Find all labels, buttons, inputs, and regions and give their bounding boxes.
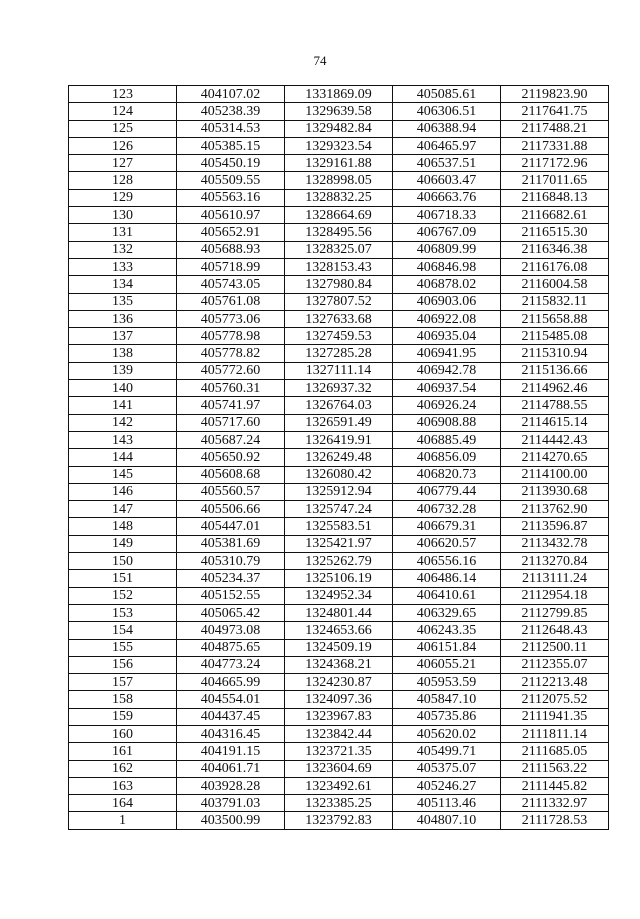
x-coordinate-cell: 405506.66 bbox=[177, 501, 285, 518]
y2-coordinate-cell: 2112213.48 bbox=[501, 674, 609, 691]
x-coordinate-cell: 404107.02 bbox=[177, 86, 285, 103]
point-number-cell: 162 bbox=[69, 760, 177, 777]
x2-coordinate-cell: 406603.47 bbox=[393, 172, 501, 189]
x-coordinate-cell: 405310.79 bbox=[177, 553, 285, 570]
y2-coordinate-cell: 2114615.14 bbox=[501, 414, 609, 431]
point-number-cell: 154 bbox=[69, 622, 177, 639]
x2-coordinate-cell: 405735.86 bbox=[393, 708, 501, 725]
x-coordinate-cell: 405717.60 bbox=[177, 414, 285, 431]
table-row bbox=[69, 310, 609, 327]
point-number-cell: 157 bbox=[69, 674, 177, 691]
point-number-cell: 163 bbox=[69, 777, 177, 794]
point-number-cell: 138 bbox=[69, 345, 177, 362]
table-row bbox=[69, 189, 609, 206]
point-number-cell: 150 bbox=[69, 553, 177, 570]
table-row bbox=[69, 172, 609, 189]
y-coordinate-cell: 1325912.94 bbox=[285, 483, 393, 500]
table-row bbox=[69, 241, 609, 258]
point-number-cell: 146 bbox=[69, 483, 177, 500]
table-row bbox=[69, 674, 609, 691]
y2-coordinate-cell: 2116346.38 bbox=[501, 241, 609, 258]
x-coordinate-cell: 405509.55 bbox=[177, 172, 285, 189]
x2-coordinate-cell: 405953.59 bbox=[393, 674, 501, 691]
x2-coordinate-cell: 406055.21 bbox=[393, 656, 501, 673]
point-number-cell: 125 bbox=[69, 120, 177, 137]
y-coordinate-cell: 1326591.49 bbox=[285, 414, 393, 431]
y2-coordinate-cell: 2119823.90 bbox=[501, 86, 609, 103]
y2-coordinate-cell: 2114788.55 bbox=[501, 397, 609, 414]
table-row bbox=[69, 777, 609, 794]
y2-coordinate-cell: 2111941.35 bbox=[501, 708, 609, 725]
x2-coordinate-cell: 406922.08 bbox=[393, 310, 501, 327]
point-number-cell: 128 bbox=[69, 172, 177, 189]
point-number-cell: 127 bbox=[69, 155, 177, 172]
table-row bbox=[69, 708, 609, 725]
y-coordinate-cell: 1331869.09 bbox=[285, 86, 393, 103]
x-coordinate-cell: 404437.45 bbox=[177, 708, 285, 725]
y2-coordinate-cell: 2114962.46 bbox=[501, 380, 609, 397]
y2-coordinate-cell: 2113432.78 bbox=[501, 535, 609, 552]
x-coordinate-cell: 405778.82 bbox=[177, 345, 285, 362]
x-coordinate-cell: 405772.60 bbox=[177, 362, 285, 379]
x-coordinate-cell: 404316.45 bbox=[177, 725, 285, 742]
table-row bbox=[69, 483, 609, 500]
x2-coordinate-cell: 406809.99 bbox=[393, 241, 501, 258]
table-row bbox=[69, 795, 609, 812]
y-coordinate-cell: 1328664.69 bbox=[285, 207, 393, 224]
y-coordinate-cell: 1323967.83 bbox=[285, 708, 393, 725]
table-row bbox=[69, 622, 609, 639]
y-coordinate-cell: 1328495.56 bbox=[285, 224, 393, 241]
y2-coordinate-cell: 2115310.94 bbox=[501, 345, 609, 362]
point-number-cell: 152 bbox=[69, 587, 177, 604]
point-number-cell: 159 bbox=[69, 708, 177, 725]
y2-coordinate-cell: 2113596.87 bbox=[501, 518, 609, 535]
y-coordinate-cell: 1325583.51 bbox=[285, 518, 393, 535]
table-row bbox=[69, 639, 609, 656]
y2-coordinate-cell: 2113930.68 bbox=[501, 483, 609, 500]
x-coordinate-cell: 404191.15 bbox=[177, 743, 285, 760]
y-coordinate-cell: 1323604.69 bbox=[285, 760, 393, 777]
table-row bbox=[69, 535, 609, 552]
point-number-cell: 144 bbox=[69, 449, 177, 466]
y-coordinate-cell: 1329639.58 bbox=[285, 103, 393, 120]
y-coordinate-cell: 1324801.44 bbox=[285, 604, 393, 621]
x-coordinate-cell: 405773.06 bbox=[177, 310, 285, 327]
x-coordinate-cell: 405652.91 bbox=[177, 224, 285, 241]
y-coordinate-cell: 1327980.84 bbox=[285, 276, 393, 293]
x2-coordinate-cell: 406941.95 bbox=[393, 345, 501, 362]
y-coordinate-cell: 1325421.97 bbox=[285, 535, 393, 552]
y2-coordinate-cell: 2111445.82 bbox=[501, 777, 609, 794]
y-coordinate-cell: 1325262.79 bbox=[285, 553, 393, 570]
y2-coordinate-cell: 2115485.08 bbox=[501, 328, 609, 345]
y2-coordinate-cell: 2115136.66 bbox=[501, 362, 609, 379]
x2-coordinate-cell: 406856.09 bbox=[393, 449, 501, 466]
x2-coordinate-cell: 406679.31 bbox=[393, 518, 501, 535]
x2-coordinate-cell: 406820.73 bbox=[393, 466, 501, 483]
y2-coordinate-cell: 2114270.65 bbox=[501, 449, 609, 466]
x-coordinate-cell: 405718.99 bbox=[177, 258, 285, 275]
x2-coordinate-cell: 406926.24 bbox=[393, 397, 501, 414]
table-row bbox=[69, 743, 609, 760]
table-row bbox=[69, 725, 609, 742]
table-row bbox=[69, 276, 609, 293]
y2-coordinate-cell: 2112075.52 bbox=[501, 691, 609, 708]
x2-coordinate-cell: 406243.35 bbox=[393, 622, 501, 639]
x2-coordinate-cell: 406486.14 bbox=[393, 570, 501, 587]
y2-coordinate-cell: 2111332.97 bbox=[501, 795, 609, 812]
x2-coordinate-cell: 406908.88 bbox=[393, 414, 501, 431]
table-row bbox=[69, 466, 609, 483]
point-number-cell: 1 bbox=[69, 812, 177, 829]
table-row bbox=[69, 224, 609, 241]
table-row bbox=[69, 120, 609, 137]
x-coordinate-cell: 405743.05 bbox=[177, 276, 285, 293]
x2-coordinate-cell: 406663.76 bbox=[393, 189, 501, 206]
point-number-cell: 160 bbox=[69, 725, 177, 742]
x-coordinate-cell: 405650.92 bbox=[177, 449, 285, 466]
point-number-cell: 155 bbox=[69, 639, 177, 656]
point-number-cell: 143 bbox=[69, 431, 177, 448]
x2-coordinate-cell: 406903.06 bbox=[393, 293, 501, 310]
table-row bbox=[69, 604, 609, 621]
x-coordinate-cell: 405450.19 bbox=[177, 155, 285, 172]
point-number-cell: 145 bbox=[69, 466, 177, 483]
y-coordinate-cell: 1326764.03 bbox=[285, 397, 393, 414]
table-row bbox=[69, 103, 609, 120]
table-row bbox=[69, 501, 609, 518]
y2-coordinate-cell: 2113762.90 bbox=[501, 501, 609, 518]
x2-coordinate-cell: 405085.61 bbox=[393, 86, 501, 103]
coordinates-table-body bbox=[69, 86, 609, 830]
point-number-cell: 139 bbox=[69, 362, 177, 379]
x2-coordinate-cell: 406885.49 bbox=[393, 431, 501, 448]
coordinates-table bbox=[68, 85, 609, 830]
y2-coordinate-cell: 2114442.43 bbox=[501, 431, 609, 448]
y-coordinate-cell: 1326937.32 bbox=[285, 380, 393, 397]
table-row bbox=[69, 397, 609, 414]
x-coordinate-cell: 405238.39 bbox=[177, 103, 285, 120]
point-number-cell: 130 bbox=[69, 207, 177, 224]
y-coordinate-cell: 1323792.83 bbox=[285, 812, 393, 829]
y2-coordinate-cell: 2116515.30 bbox=[501, 224, 609, 241]
point-number-cell: 129 bbox=[69, 189, 177, 206]
y-coordinate-cell: 1327807.52 bbox=[285, 293, 393, 310]
point-number-cell: 123 bbox=[69, 86, 177, 103]
y2-coordinate-cell: 2113111.24 bbox=[501, 570, 609, 587]
y2-coordinate-cell: 2111563.22 bbox=[501, 760, 609, 777]
y2-coordinate-cell: 2112648.43 bbox=[501, 622, 609, 639]
point-number-cell: 153 bbox=[69, 604, 177, 621]
y2-coordinate-cell: 2117011.65 bbox=[501, 172, 609, 189]
x2-coordinate-cell: 406942.78 bbox=[393, 362, 501, 379]
y-coordinate-cell: 1327111.14 bbox=[285, 362, 393, 379]
point-number-cell: 141 bbox=[69, 397, 177, 414]
point-number-cell: 164 bbox=[69, 795, 177, 812]
x2-coordinate-cell: 406846.98 bbox=[393, 258, 501, 275]
y-coordinate-cell: 1323385.25 bbox=[285, 795, 393, 812]
point-number-cell: 132 bbox=[69, 241, 177, 258]
y-coordinate-cell: 1328832.25 bbox=[285, 189, 393, 206]
y-coordinate-cell: 1323492.61 bbox=[285, 777, 393, 794]
y2-coordinate-cell: 2114100.00 bbox=[501, 466, 609, 483]
x-coordinate-cell: 404554.01 bbox=[177, 691, 285, 708]
point-number-cell: 136 bbox=[69, 310, 177, 327]
y-coordinate-cell: 1325106.19 bbox=[285, 570, 393, 587]
table-row bbox=[69, 414, 609, 431]
y2-coordinate-cell: 2116176.08 bbox=[501, 258, 609, 275]
x2-coordinate-cell: 405620.02 bbox=[393, 725, 501, 742]
y2-coordinate-cell: 2111811.14 bbox=[501, 725, 609, 742]
x2-coordinate-cell: 405499.71 bbox=[393, 743, 501, 760]
y2-coordinate-cell: 2112954.18 bbox=[501, 587, 609, 604]
y-coordinate-cell: 1326080.42 bbox=[285, 466, 393, 483]
y-coordinate-cell: 1327633.68 bbox=[285, 310, 393, 327]
y2-coordinate-cell: 2112355.07 bbox=[501, 656, 609, 673]
table-row bbox=[69, 293, 609, 310]
y2-coordinate-cell: 2117331.88 bbox=[501, 137, 609, 154]
x-coordinate-cell: 405687.24 bbox=[177, 431, 285, 448]
table-row bbox=[69, 691, 609, 708]
table-row bbox=[69, 812, 609, 829]
y-coordinate-cell: 1323842.44 bbox=[285, 725, 393, 742]
y-coordinate-cell: 1324653.66 bbox=[285, 622, 393, 639]
x2-coordinate-cell: 406767.09 bbox=[393, 224, 501, 241]
point-number-cell: 161 bbox=[69, 743, 177, 760]
x2-coordinate-cell: 406620.57 bbox=[393, 535, 501, 552]
y-coordinate-cell: 1326249.48 bbox=[285, 449, 393, 466]
y2-coordinate-cell: 2117488.21 bbox=[501, 120, 609, 137]
x2-coordinate-cell: 405375.07 bbox=[393, 760, 501, 777]
y-coordinate-cell: 1324097.36 bbox=[285, 691, 393, 708]
y2-coordinate-cell: 2111728.53 bbox=[501, 812, 609, 829]
y2-coordinate-cell: 2117172.96 bbox=[501, 155, 609, 172]
table-row bbox=[69, 362, 609, 379]
y-coordinate-cell: 1324230.87 bbox=[285, 674, 393, 691]
y-coordinate-cell: 1328998.05 bbox=[285, 172, 393, 189]
x-coordinate-cell: 405778.98 bbox=[177, 328, 285, 345]
x-coordinate-cell: 405610.97 bbox=[177, 207, 285, 224]
x-coordinate-cell: 404973.08 bbox=[177, 622, 285, 639]
point-number-cell: 148 bbox=[69, 518, 177, 535]
point-number-cell: 131 bbox=[69, 224, 177, 241]
table-row bbox=[69, 570, 609, 587]
point-number-cell: 151 bbox=[69, 570, 177, 587]
table-row bbox=[69, 518, 609, 535]
y-coordinate-cell: 1329161.88 bbox=[285, 155, 393, 172]
y-coordinate-cell: 1324509.19 bbox=[285, 639, 393, 656]
x-coordinate-cell: 405760.31 bbox=[177, 380, 285, 397]
x-coordinate-cell: 403928.28 bbox=[177, 777, 285, 794]
x2-coordinate-cell: 405246.27 bbox=[393, 777, 501, 794]
point-number-cell: 126 bbox=[69, 137, 177, 154]
x2-coordinate-cell: 406306.51 bbox=[393, 103, 501, 120]
x2-coordinate-cell: 406935.04 bbox=[393, 328, 501, 345]
x2-coordinate-cell: 405113.46 bbox=[393, 795, 501, 812]
x-coordinate-cell: 405560.57 bbox=[177, 483, 285, 500]
point-number-cell: 134 bbox=[69, 276, 177, 293]
table-row bbox=[69, 328, 609, 345]
y2-coordinate-cell: 2116004.58 bbox=[501, 276, 609, 293]
point-number-cell: 156 bbox=[69, 656, 177, 673]
x-coordinate-cell: 403791.03 bbox=[177, 795, 285, 812]
x2-coordinate-cell: 406410.61 bbox=[393, 587, 501, 604]
table-row bbox=[69, 155, 609, 172]
x-coordinate-cell: 404773.24 bbox=[177, 656, 285, 673]
y-coordinate-cell: 1329323.54 bbox=[285, 137, 393, 154]
table-row bbox=[69, 553, 609, 570]
y2-coordinate-cell: 2117641.75 bbox=[501, 103, 609, 120]
x-coordinate-cell: 405381.69 bbox=[177, 535, 285, 552]
x2-coordinate-cell: 404807.10 bbox=[393, 812, 501, 829]
page-number: 74 bbox=[313, 53, 327, 68]
x-coordinate-cell: 405741.97 bbox=[177, 397, 285, 414]
table-row bbox=[69, 380, 609, 397]
x2-coordinate-cell: 406388.94 bbox=[393, 120, 501, 137]
y2-coordinate-cell: 2113270.84 bbox=[501, 553, 609, 570]
y-coordinate-cell: 1327459.53 bbox=[285, 328, 393, 345]
point-number-cell: 142 bbox=[69, 414, 177, 431]
x-coordinate-cell: 404665.99 bbox=[177, 674, 285, 691]
table-row bbox=[69, 449, 609, 466]
table-row bbox=[69, 760, 609, 777]
y2-coordinate-cell: 2112500.11 bbox=[501, 639, 609, 656]
point-number-cell: 135 bbox=[69, 293, 177, 310]
x2-coordinate-cell: 406329.65 bbox=[393, 604, 501, 621]
x2-coordinate-cell: 406878.02 bbox=[393, 276, 501, 293]
table-row bbox=[69, 587, 609, 604]
table-row bbox=[69, 86, 609, 103]
y-coordinate-cell: 1329482.84 bbox=[285, 120, 393, 137]
table-row bbox=[69, 431, 609, 448]
table-row bbox=[69, 258, 609, 275]
y-coordinate-cell: 1327285.28 bbox=[285, 345, 393, 362]
x2-coordinate-cell: 406732.28 bbox=[393, 501, 501, 518]
x-coordinate-cell: 405563.16 bbox=[177, 189, 285, 206]
point-number-cell: 158 bbox=[69, 691, 177, 708]
y2-coordinate-cell: 2112799.85 bbox=[501, 604, 609, 621]
y2-coordinate-cell: 2115832.11 bbox=[501, 293, 609, 310]
point-number-cell: 147 bbox=[69, 501, 177, 518]
x2-coordinate-cell: 406779.44 bbox=[393, 483, 501, 500]
y-coordinate-cell: 1324952.34 bbox=[285, 587, 393, 604]
y-coordinate-cell: 1323721.35 bbox=[285, 743, 393, 760]
y-coordinate-cell: 1326419.91 bbox=[285, 431, 393, 448]
table-row bbox=[69, 137, 609, 154]
x2-coordinate-cell: 406556.16 bbox=[393, 553, 501, 570]
point-number-cell: 137 bbox=[69, 328, 177, 345]
point-number-cell: 149 bbox=[69, 535, 177, 552]
y2-coordinate-cell: 2116848.13 bbox=[501, 189, 609, 206]
table-row bbox=[69, 207, 609, 224]
x2-coordinate-cell: 406465.97 bbox=[393, 137, 501, 154]
y-coordinate-cell: 1325747.24 bbox=[285, 501, 393, 518]
x-coordinate-cell: 405447.01 bbox=[177, 518, 285, 535]
y-coordinate-cell: 1324368.21 bbox=[285, 656, 393, 673]
x2-coordinate-cell: 405847.10 bbox=[393, 691, 501, 708]
y-coordinate-cell: 1328325.07 bbox=[285, 241, 393, 258]
x-coordinate-cell: 404875.65 bbox=[177, 639, 285, 656]
x-coordinate-cell: 405385.15 bbox=[177, 137, 285, 154]
x-coordinate-cell: 405608.68 bbox=[177, 466, 285, 483]
y2-coordinate-cell: 2111685.05 bbox=[501, 743, 609, 760]
x2-coordinate-cell: 406537.51 bbox=[393, 155, 501, 172]
y2-coordinate-cell: 2115658.88 bbox=[501, 310, 609, 327]
y2-coordinate-cell: 2116682.61 bbox=[501, 207, 609, 224]
x-coordinate-cell: 403500.99 bbox=[177, 812, 285, 829]
x2-coordinate-cell: 406937.54 bbox=[393, 380, 501, 397]
x-coordinate-cell: 405761.08 bbox=[177, 293, 285, 310]
x-coordinate-cell: 405314.53 bbox=[177, 120, 285, 137]
x-coordinate-cell: 405688.93 bbox=[177, 241, 285, 258]
point-number-cell: 133 bbox=[69, 258, 177, 275]
x-coordinate-cell: 405152.55 bbox=[177, 587, 285, 604]
table-row bbox=[69, 345, 609, 362]
x-coordinate-cell: 404061.71 bbox=[177, 760, 285, 777]
y-coordinate-cell: 1328153.43 bbox=[285, 258, 393, 275]
table-row bbox=[69, 656, 609, 673]
x-coordinate-cell: 405065.42 bbox=[177, 604, 285, 621]
x2-coordinate-cell: 406718.33 bbox=[393, 207, 501, 224]
point-number-cell: 124 bbox=[69, 103, 177, 120]
x-coordinate-cell: 405234.37 bbox=[177, 570, 285, 587]
x2-coordinate-cell: 406151.84 bbox=[393, 639, 501, 656]
point-number-cell: 140 bbox=[69, 380, 177, 397]
